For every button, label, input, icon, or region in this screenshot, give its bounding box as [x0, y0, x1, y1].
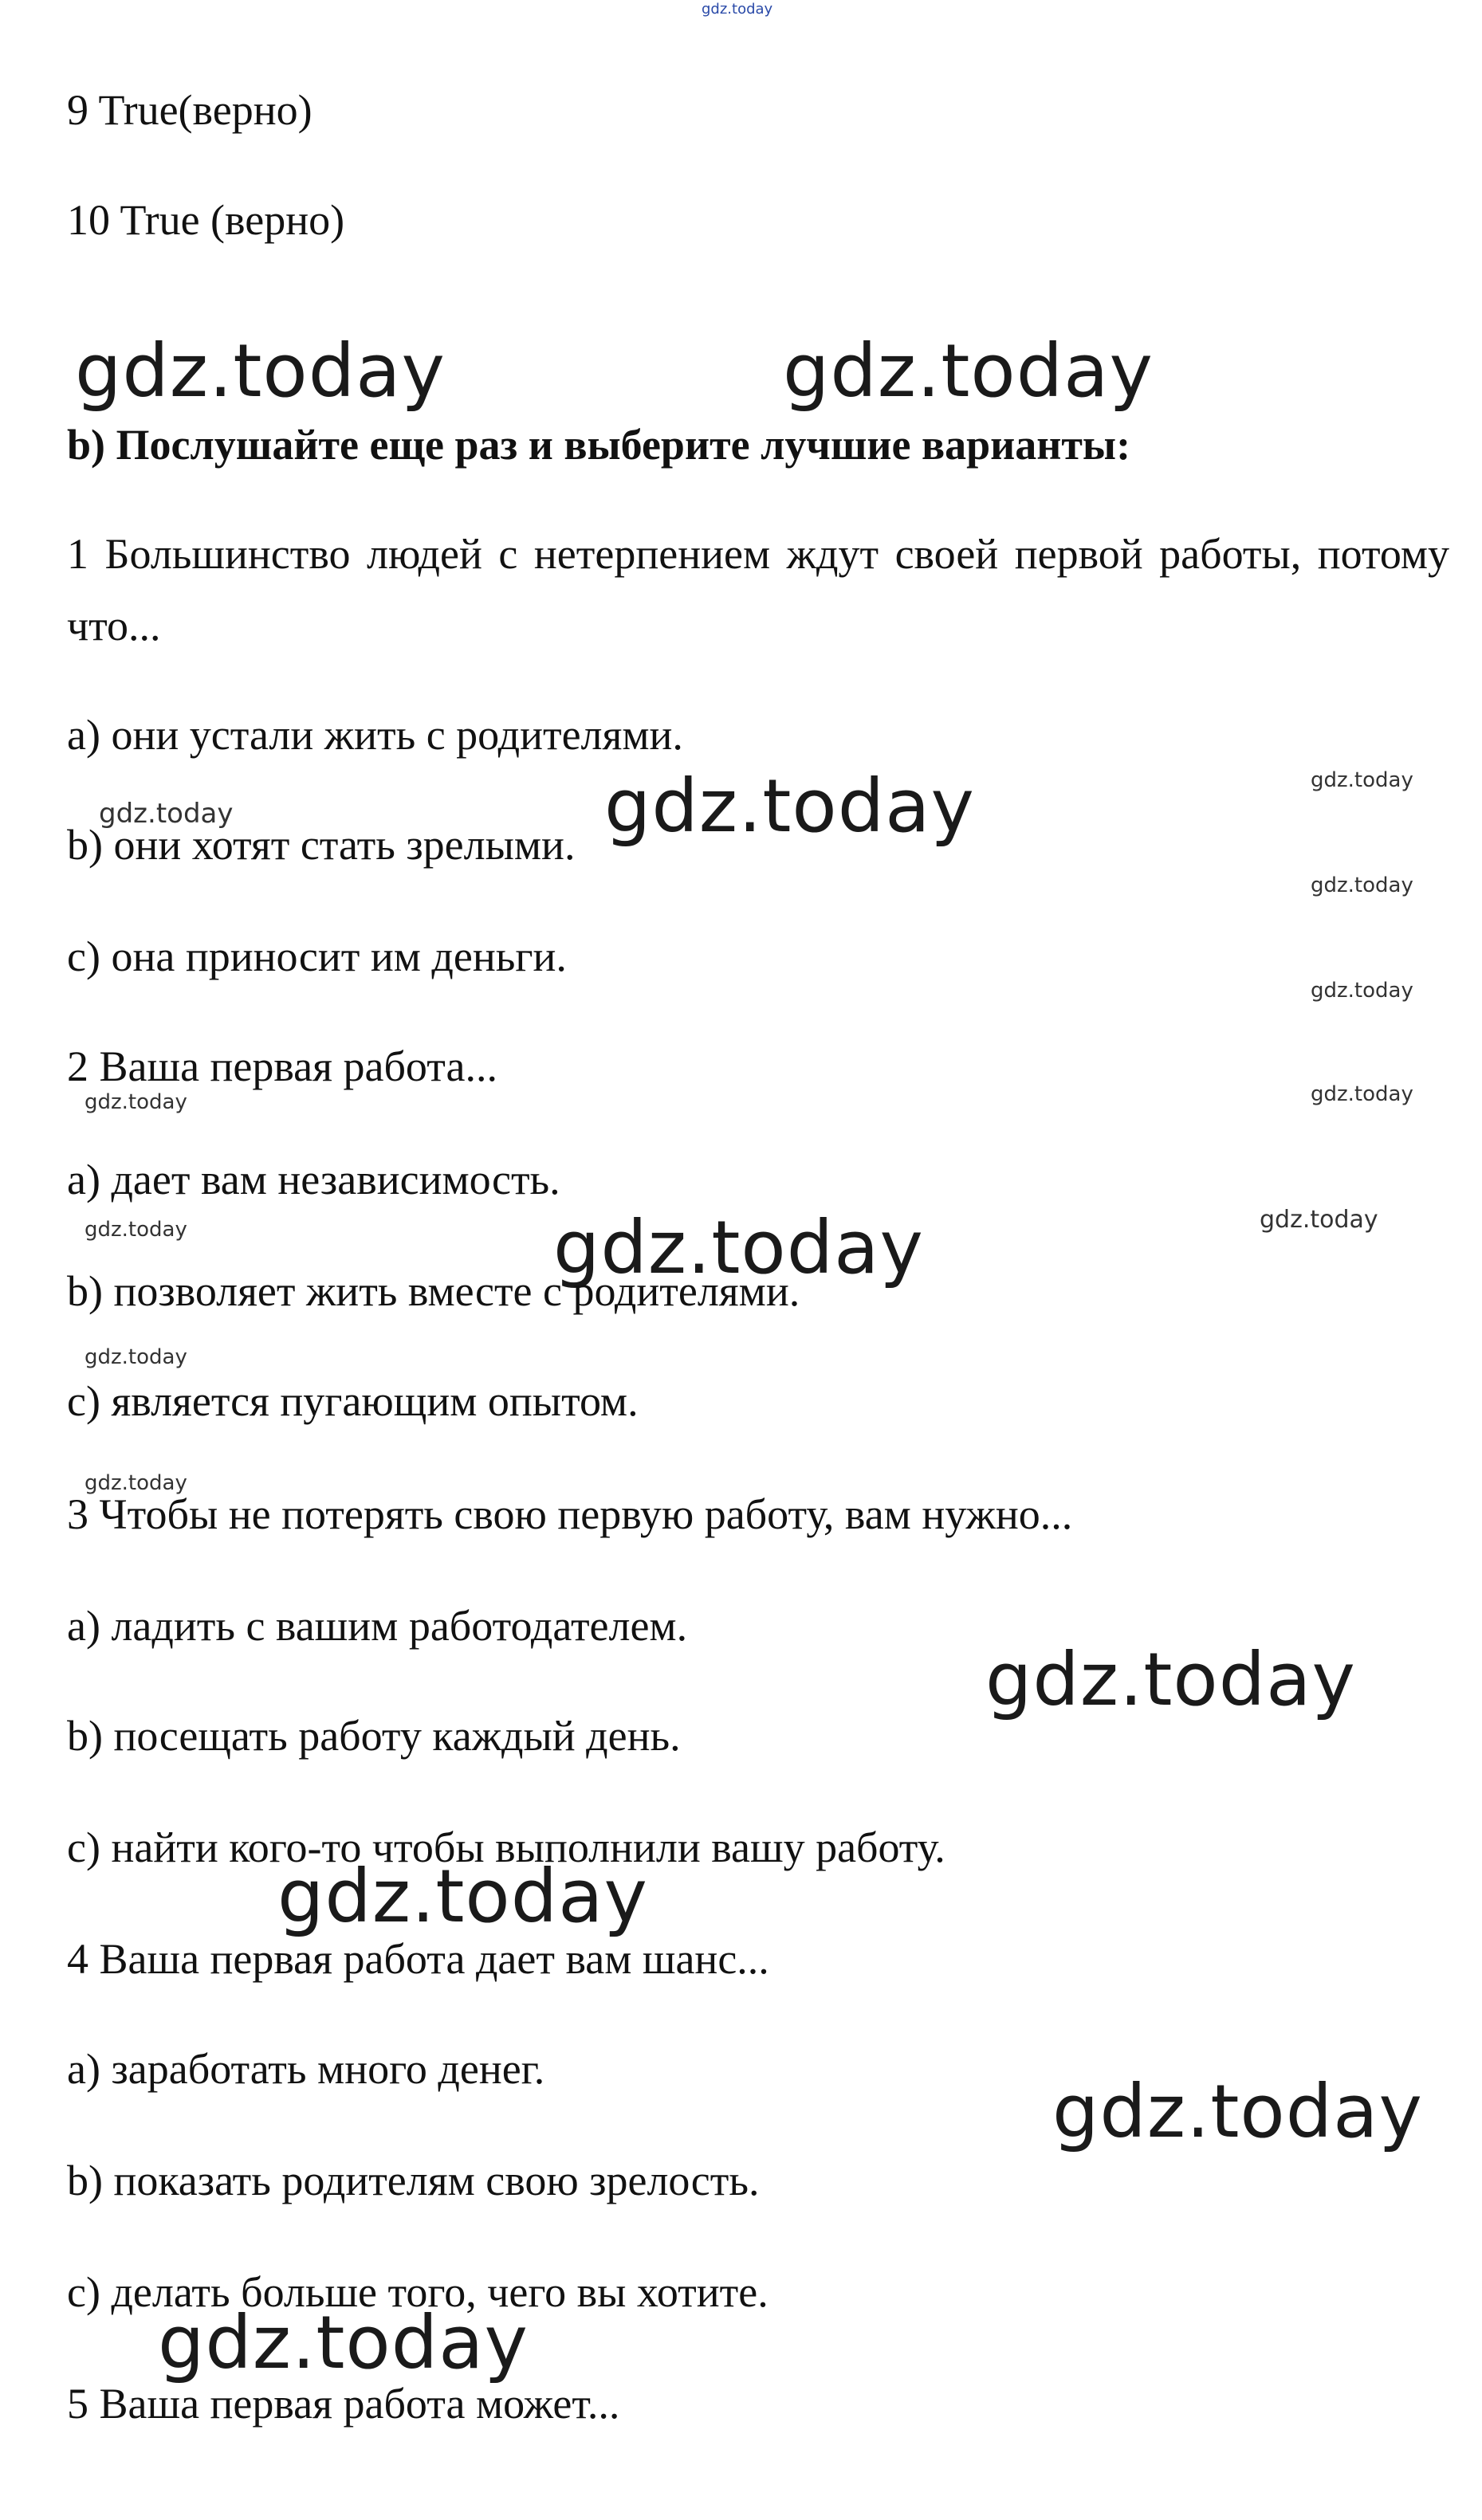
watermark-small: gdz.today: [1311, 873, 1413, 897]
watermark-small: gdz.today: [85, 1345, 187, 1369]
watermark-large: gdz.today: [75, 328, 446, 414]
q1-option-b: b) они хотят стать зрелыми.: [67, 821, 576, 869]
q2-option-b: b) позволяет жить вместе с родителями.: [67, 1267, 800, 1315]
q3-option-b: b) посещать работу каждый день.: [67, 1712, 681, 1760]
watermark-large: gdz.today: [158, 2300, 529, 2385]
question-4: 4 Ваша первая работа дает вам шанс...: [67, 1935, 769, 1983]
watermark-small: gdz.today: [85, 1218, 187, 1242]
section-heading: b) Послушайте еще раз и выберите лучшие варианты:: [67, 421, 1131, 469]
watermark-small: gdz.today: [85, 1090, 187, 1114]
watermark-small: gdz.today: [1311, 768, 1413, 792]
question-3: 3 Чтобы не потерять свою первую работу, вам нужно...: [67, 1490, 1073, 1538]
watermark-large: gdz.today: [604, 763, 975, 849]
watermark-large: gdz.today: [1052, 2069, 1423, 2154]
question-5: 5 Ваша первая работа может...: [67, 2380, 620, 2428]
question-1: 1 Большинство людей с нетерпением ждут своей первой работы, потому что...: [67, 530, 1449, 650]
q2-option-c: c) является пугающим опытом.: [67, 1377, 639, 1425]
q1-option-c: c) она приносит им деньги.: [67, 932, 567, 980]
watermark-small: gdz.today: [1311, 979, 1413, 1003]
watermark-small: gdz.today: [99, 798, 234, 830]
watermark-large: gdz.today: [985, 1637, 1356, 1722]
q4-option-a: a) заработать много денег.: [67, 2045, 545, 2093]
watermark-large: gdz.today: [277, 1854, 648, 1939]
watermark-large: gdz.today: [553, 1205, 924, 1290]
q1-option-a: a) они устали жить с родителями.: [67, 711, 683, 759]
q3-option-c: c) найти кого-то чтобы выполнили вашу работу.: [67, 1823, 945, 1871]
q2-option-a: a) дает вам независимость.: [67, 1156, 560, 1203]
q4-option-b: b) показать родителям свою зрелость.: [67, 2157, 760, 2204]
answer-9: 9 True(верно): [67, 86, 313, 134]
watermark-top: gdz.today: [702, 1, 773, 18]
q3-option-a: a) ладить с вашим работодателем.: [67, 1602, 688, 1650]
watermark-small: gdz.today: [85, 1471, 187, 1495]
q4-option-c: c) делать больше того, чего вы хотите.: [67, 2268, 769, 2316]
question-2: 2 Ваша первая работа...: [67, 1042, 497, 1090]
watermark-small: gdz.today: [1260, 1206, 1378, 1234]
watermark-large: gdz.today: [783, 328, 1154, 414]
answer-10: 10 True (верно): [67, 196, 345, 244]
watermark-small: gdz.today: [1311, 1082, 1413, 1106]
